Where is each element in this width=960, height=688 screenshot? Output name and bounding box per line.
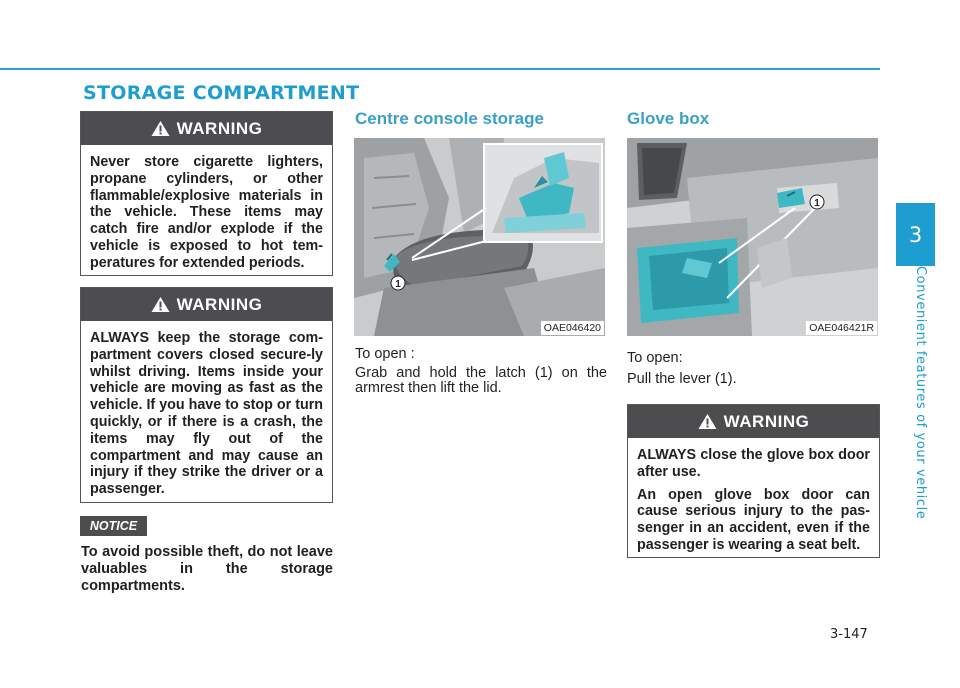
top-rule [0, 68, 880, 70]
warning-text: ALWAYS keep the storage com-partment covers closed secure-ly whilst driving. Items inside your vehicle are moving as fast as the vehicle. If you have to stop or turn quickly, or if there is a crash, the items may fly out of the compartment and may cause an injury if they strike the driver or a passenger. [90, 330, 323, 498]
centre-console-intro: To open : [355, 346, 415, 362]
glove-box-heading: Glove box [627, 109, 710, 128]
warning-header [81, 288, 332, 321]
centre-console-figure [354, 138, 605, 336]
warning-body [81, 321, 332, 506]
warning-body [628, 438, 879, 562]
glove-box-illustration [627, 138, 878, 336]
warning-title: WARNING [176, 294, 263, 314]
warning-triangle-icon [151, 120, 170, 137]
warning-box-glove-box [627, 404, 880, 558]
page-number: 3-147 [830, 627, 868, 642]
callout-number: 1 [814, 198, 820, 209]
callout-number: 1 [395, 279, 401, 290]
figure-code: OAE046421R [806, 321, 877, 335]
centre-console-instruction: Grab and hold the latch (1) on the armrest then lift the lid. [355, 365, 607, 396]
warning-body [81, 145, 332, 280]
chapter-title: Convenient features of your vehicle [913, 266, 928, 520]
section-title: STORAGE COMPARTMENT [83, 82, 360, 104]
centre-console-heading: Centre console storage [355, 109, 544, 128]
figure-code: OAE046420 [541, 321, 604, 335]
glove-box-instruction: Pull the lever (1). [627, 371, 737, 387]
warning-header [81, 112, 332, 145]
warning-text: ALWAYS close the glove box door after use. [637, 447, 870, 480]
warning-triangle-icon [151, 296, 170, 313]
chapter-title-vertical [904, 266, 928, 520]
warning-box-covers-closed [80, 287, 333, 503]
warning-title: WARNING [176, 118, 263, 138]
glove-box-intro: To open: [627, 350, 683, 366]
armrest-illustration [354, 138, 605, 336]
warning-box-flammables [80, 111, 333, 276]
glove-box-figure [627, 138, 878, 336]
chapter-tab: 3 [896, 203, 935, 266]
warning-text: Never store cigarette lighters, propane cylinders, or other flammable/explosive materials in the vehicle. These items may catch fire and/or explode if the vehicle is exposed to hot tem-peratures for extended periods. [90, 154, 323, 271]
warning-text: An open glove box door can cause serious injury to the pas-senger in an accident, even if the passenger is wearing a seat belt. [637, 486, 870, 553]
warning-triangle-icon [698, 413, 717, 430]
warning-header [628, 405, 879, 438]
warning-title: WARNING [723, 411, 810, 431]
notice-text: To avoid possible theft, do not leave valuables in the storage compartments. [81, 544, 333, 594]
notice-badge: NOTICE [80, 516, 147, 536]
